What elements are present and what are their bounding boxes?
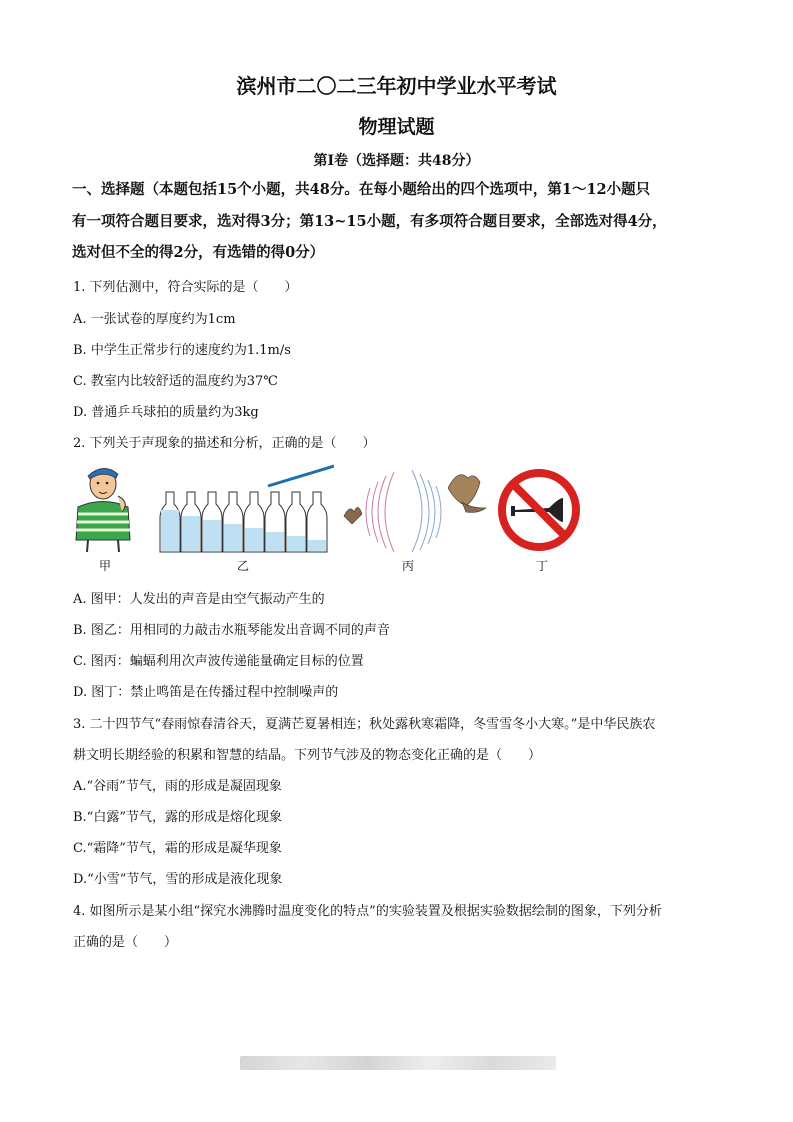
q1-option-b: B. 中学生正常步行的速度约为1.1m/s [73,343,291,358]
figure-label-ding: 丁 [536,559,549,573]
q1-option-c: C. 教室内比较舒适的温度约为37℃ [73,374,278,389]
instruction-line: 选对但不全的得2分，有选错的得0分） [72,244,325,261]
q2-option-d: D. 图丁：禁止鸣笛是在传播过程中控制噪声的 [73,685,339,700]
q1-stem: 1. 下列估测中，符合实际的是（ ） [73,280,298,295]
figure-label-yi: 乙 [237,559,250,573]
q1-option-a: A. 一张试卷的厚度约为1cm [73,312,236,327]
page-subtitle: 物理试题 [358,116,435,138]
q3-option-d: D.“小雪”节气，雪的形成是液化现象 [73,872,283,887]
figure-bottles [158,464,334,554]
section-instructions [72,174,724,269]
figure-person [70,462,136,554]
blurred-footer-watermark [240,1056,556,1070]
instruction-line: 有一项符合题目要求，选对得3分；第13~15小题，有多项符合题目要求，全部选对得4分， [72,212,667,230]
q2-stem: 2. 下列关于声现象的描述和分析，正确的是（ ） [73,436,376,451]
q1-option-d: D. 普通乒乓球拍的质量约为3kg [73,405,259,420]
page-title: 滨州市二〇二三年初中学业水平考试 [236,74,557,98]
q2-option-b: B. 图乙：用相同的力敲击水瓶琴能发出音调不同的声音 [73,623,390,638]
q3-stem-line: 耕文明长期经验的积累和智慧的结晶。下列节气涉及的物态变化正确的是（ ） [73,748,542,763]
q3-option-b: B.“白露”节气，露的形成是熔化现象 [73,810,282,825]
q3-option-c: C.“霜降”节气，霜的形成是凝华现象 [73,841,282,856]
q4-stem-line: 4. 如图所示是某小组“探究水沸腾时温度变化的特点”的实验装置及根据实验数据绘制的图象，下列分析 [73,904,662,919]
instruction-line: 一、选择题（本题包括15个小题，共48分。在每小题给出的四个选项中，第1～12小题只 [72,181,651,198]
q4-stem-line: 正确的是（ ） [73,935,178,950]
q3-stem-line: 3. 二十四节气“春雨惊春清谷天，夏满芒夏暑相连；秋处露秋寒霜降，冬雪雪冬小大寒。”是中华民族农 [73,717,656,732]
no-honking-sign-icon [497,468,581,552]
figure-label-jia: 甲 [99,559,112,573]
figure-label-bing: 丙 [402,559,415,573]
figure-bat-echo [340,468,490,552]
q2-option-a: A. 图甲：人发出的声音是由空气振动产生的 [73,592,325,607]
part-title: 第Ⅰ卷（选择题：共48分） [313,153,480,169]
q2-option-c: C. 图丙：蝙蝠利用次声波传递能量确定目标的位置 [73,654,364,669]
q3-option-a: A.“谷雨”节气，雨的形成是凝固现象 [73,779,282,794]
